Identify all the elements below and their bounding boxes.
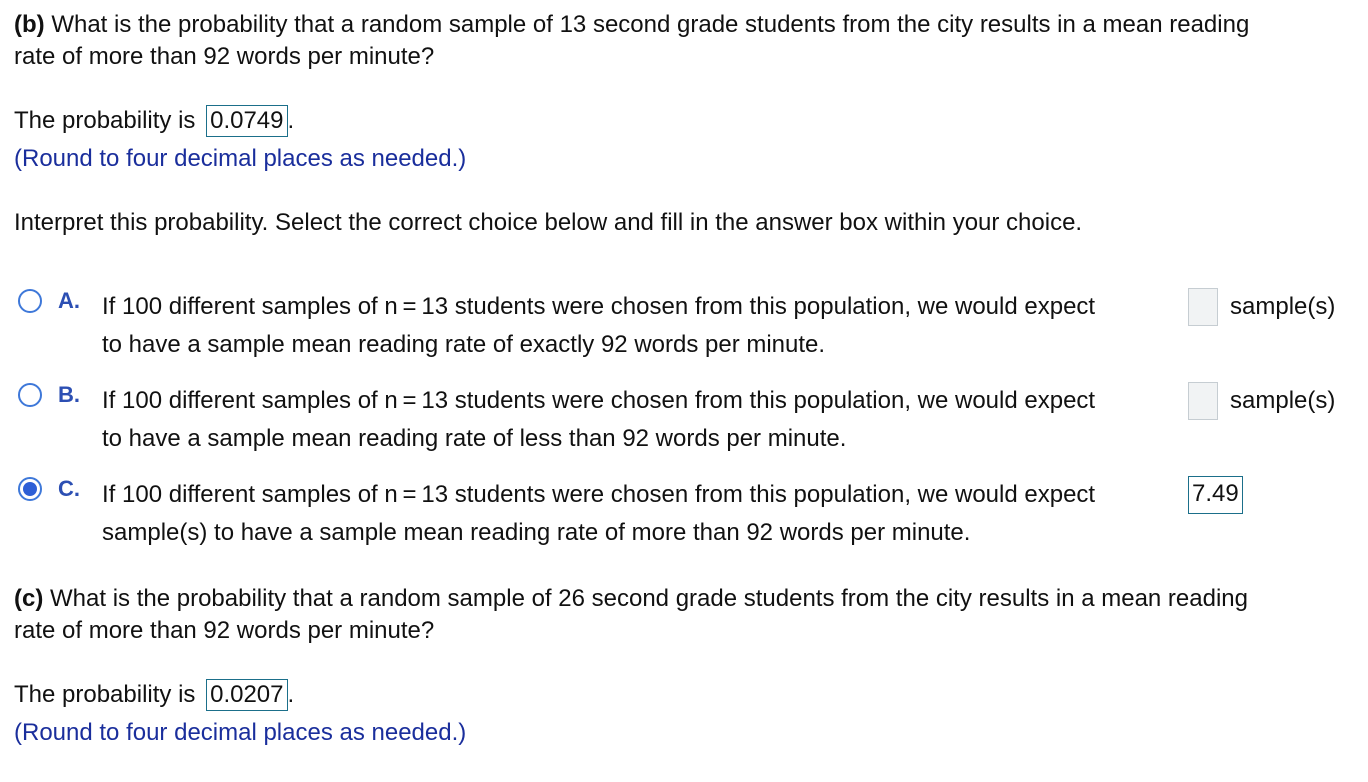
choice-b-trail: sample(s) xyxy=(1230,387,1336,414)
part-c-answer-box[interactable]: 0.0207 xyxy=(206,679,287,711)
part-c-question-text: What is the probability that a random sample of 26 second grade students from the city results in a mean reading xyxy=(50,585,1248,612)
choice-b-line2: to have a sample mean reading rate of less than 92 words per minute. xyxy=(102,425,847,452)
part-b-answer-line xyxy=(14,105,294,137)
choice-c-line1: If 100 different samples of n = 13 students were chosen from this population, we would expect xyxy=(102,481,1096,508)
part-b-question-line1 xyxy=(14,9,1249,41)
choice-c-letter: C. xyxy=(58,476,80,501)
choice-b-answer-box[interactable] xyxy=(1188,382,1218,420)
part-b-answer-box[interactable]: 0.0749 xyxy=(206,105,287,137)
part-b-question-text: What is the probability that a random sample of 13 second grade students from the city results in a mean reading xyxy=(51,11,1250,38)
part-b-answer-prefix: The probability is xyxy=(14,107,196,134)
part-b-hint: (Round to four decimal places as needed.) xyxy=(14,145,467,172)
choice-a-line1: If 100 different samples of n = 13 students were chosen from this population, we would expect xyxy=(102,293,1096,320)
choice-a-trail: sample(s) xyxy=(1230,293,1336,320)
choice-a-line2: to have a sample mean reading rate of exactly 92 words per minute. xyxy=(102,331,826,358)
part-b-answer-suffix: . xyxy=(287,107,295,134)
part-c-question-line2: rate of more than 92 words per minute? xyxy=(14,617,435,644)
part-c-label: (c) xyxy=(14,585,44,612)
choice-a-radio[interactable] xyxy=(18,289,42,313)
choice-a-answer-box[interactable] xyxy=(1188,288,1218,326)
choice-b-radio[interactable] xyxy=(18,383,42,407)
part-b-label: (b) xyxy=(14,11,45,38)
part-c-question-line1 xyxy=(14,583,1248,615)
choice-c-line2: sample(s) to have a sample mean reading rate of more than 92 words per minute. xyxy=(102,519,971,546)
choice-a-letter: A. xyxy=(58,288,80,313)
part-c-answer-line xyxy=(14,679,294,711)
part-c-answer-prefix: The probability is xyxy=(14,681,196,708)
interpret-instruction: Interpret this probability. Select the correct choice below and fill in the answer box within your choice. xyxy=(14,209,1083,236)
choice-c-radio[interactable] xyxy=(18,477,42,501)
choice-b-line1: If 100 different samples of n = 13 students were chosen from this population, we would expect xyxy=(102,387,1096,414)
part-c-answer-suffix: . xyxy=(287,681,295,708)
part-c-hint: (Round to four decimal places as needed.) xyxy=(14,719,467,746)
part-b-question-line2: rate of more than 92 words per minute? xyxy=(14,43,435,70)
choice-c-answer-box[interactable]: 7.49 xyxy=(1188,476,1243,514)
choice-b-letter: B. xyxy=(58,382,80,407)
